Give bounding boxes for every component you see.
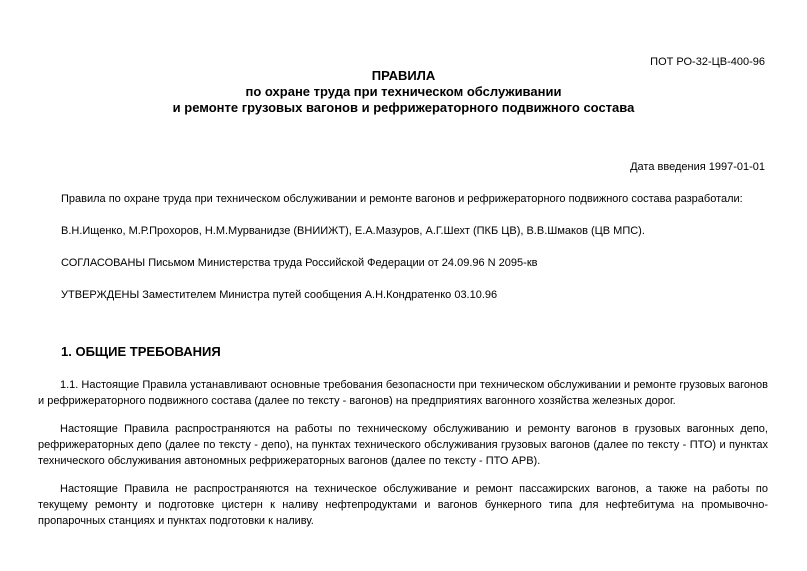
paragraph-scope: Настоящие Правила распространяются на работы по техническому обслуживанию и ремонту вагонов в грузовых вагонных депо, рефрижераторных депо (далее по тексту - депо), на пунктах технического обслуживания грузовых вагонов (далее по тексту - ПТО) и пунктах технического обслуживания автономных рефрижераторных вагонов (далее по тексту - ПТО АРВ). <box>38 423 768 467</box>
document-title <box>0 68 807 116</box>
developers-list: В.Н.Ищенко, М.Р.Прохоров, Н.М.Мурванидзе (ВНИИЖТ), Е.А.Мазуров, А.Г.Шехт (ПКБ ЦВ), В.В.Шмаков (ЦВ МПС). <box>61 225 645 237</box>
paragraph-exclusions: Настоящие Правила не распространяются на техническое обслуживание и ремонт пассажирских вагонов, а также на работы по текущему ремонту и подготовке цистерн к наливу нефтепродуктами и вагонов бункерного типа для нефтебитума на промывочно-пропарочных станциях и пунктах подготовки к наливу. <box>38 483 768 527</box>
paragraph-1-1: 1.1. Настоящие Правила устанавливают основные требования безопасности при техническом обслуживании и ремонте грузовых вагонов и рефрижераторного подвижного состава (далее по тексту - вагонов) на предприятиях вагонного хозяйства железных дорог. <box>38 379 768 407</box>
title-line-3: и ремонте грузовых вагонов и рефрижераторного подвижного состава <box>172 100 635 115</box>
title-line-1: ПРАВИЛА <box>371 68 436 83</box>
title-line-2: по охране труда при техническом обслуживании <box>245 84 562 99</box>
agreed-line: СОГЛАСОВАНЫ Письмом Министерства труда Российской Федерации от 24.09.96 N 2095-кв <box>61 257 538 269</box>
document-code: ПОТ РО-32-ЦВ-400-96 <box>650 56 765 68</box>
section-heading: 1. ОБЩИЕ ТРЕБОВАНИЯ <box>61 344 221 359</box>
approved-line: УТВЕРЖДЕНЫ Заместителем Министра путей сообщения А.Н.Кондратенко 03.10.96 <box>61 289 498 301</box>
developers-intro: Правила по охране труда при техническом обслуживании и ремонте вагонов и рефрижераторного подвижного состава разработали: <box>61 193 743 205</box>
effective-date: Дата введения 1997-01-01 <box>630 161 765 173</box>
